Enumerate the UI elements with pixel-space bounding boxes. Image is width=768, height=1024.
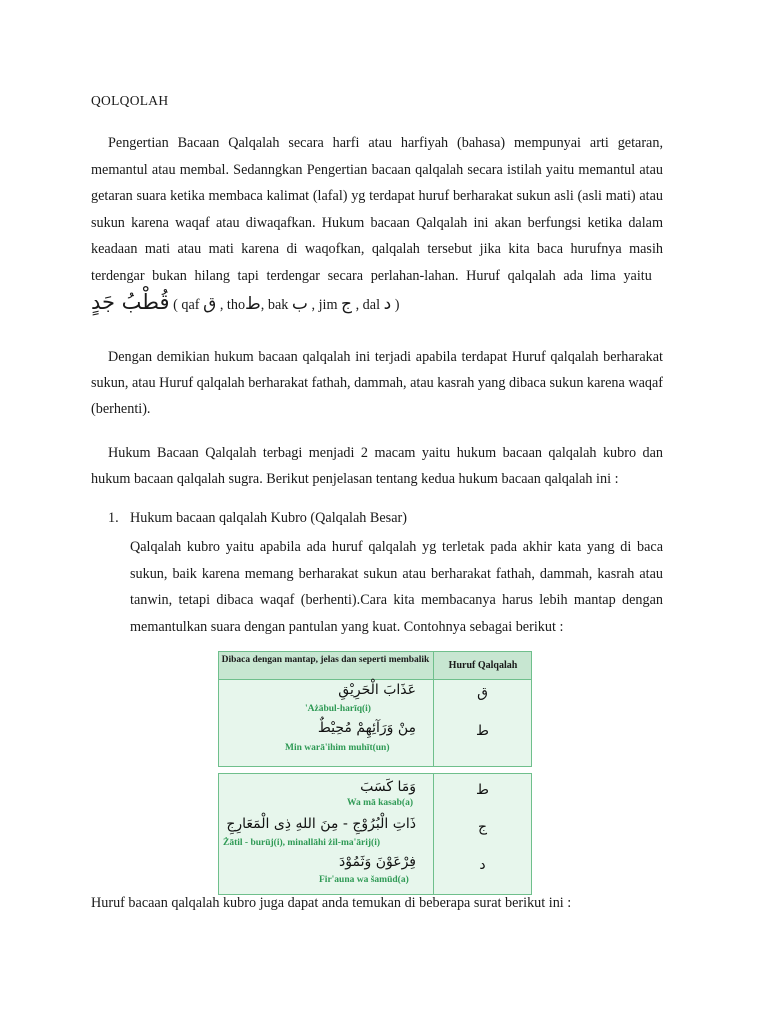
list-title: Hukum bacaan qalqalah Kubro (Qalqalah Besar): [130, 510, 407, 526]
table-row-arabic: عَذَابَ الْحَرِيْقِ: [338, 682, 416, 698]
table-row-letter: ق: [477, 685, 488, 701]
table-header-letter: Huruf Qalqalah: [433, 652, 532, 679]
footer-sentence: Huruf bacaan qalqalah kubro juga dapat anda temukan di beberapa surat berikut ini :: [91, 895, 572, 911]
example-table-2: [218, 773, 532, 895]
letter-bak: ب: [291, 294, 308, 314]
paragraph-types: Hukum Bacaan Qalqalah terbagi menjadi 2 macam yaitu hukum bacaan qalqalah kubro dan hukum bacaan qalqalah sugra. Berikut penjelasan tentang kedua hukum bacaan qalqalah ini :: [91, 445, 663, 487]
table-row-arabic: فِرْعَوْنَ وَثَمُوْدَ: [339, 854, 416, 870]
table-row-arabic: وَمَا كَسَبَ: [360, 779, 416, 795]
label-jim: , jim: [307, 297, 342, 313]
table-row-arabic: مِنْ وَرَآئِهِمْ مُحِيْطٌ: [317, 720, 416, 736]
table-row-latin: Fir'auna wa šamūd(a): [319, 875, 409, 885]
letter-qaf: ق: [203, 294, 217, 314]
label-bak: , bak: [260, 297, 292, 313]
table-row-letter: ج: [477, 819, 488, 835]
example-table-1: [218, 651, 532, 767]
table-row-letter: د: [479, 857, 486, 873]
list-body-kubro: Qalqalah kubro yaitu apabila ada huruf qalqalah yg terletak pada akhir kata yang di baca sukun, baik karena memang berharakat sukun atau berharakat fathah, dammah, kasrah atau tanwin, tetapi dibaca waqaf (berhenti).Cara kita membacanya harus lebih mantap dengan memantulkan suara dengan pantulan yang kuat. Contohnya sebagai berikut :: [130, 539, 663, 635]
paragraph-definition: [91, 130, 663, 319]
table-divider: [433, 652, 434, 766]
label-dal: , dal: [352, 297, 384, 313]
table-row-latin: Wa mā kasab(a): [347, 798, 413, 808]
letter-jim: ج: [341, 294, 353, 314]
close-paren: ): [391, 297, 400, 313]
table-row-latin: 'Ażābul-harīq(i): [305, 704, 371, 714]
list-number: 1.: [108, 510, 119, 526]
table-row-latin: Min warā'ihim muhīt(un): [285, 743, 390, 753]
arabic-qalqalah-letters: قُطْبُ جَدٍ: [91, 290, 170, 314]
table-row-letter: ط: [476, 723, 489, 739]
letter-tho: ط: [245, 294, 261, 314]
table-row-arabic: ذَاتِ الْبُرُوْجِ - مِنَ اللهِ ذِى الْمَعَارِجِ: [226, 816, 416, 832]
label-tho: , tho: [216, 297, 246, 313]
label-qaf: ( qaf: [169, 297, 204, 313]
paragraph-conditions: Dengan demikian hukum bacaan qalqalah ini terjadi apabila terdapat Huruf qalqalah berharakat sukun, atau Huruf qalqalah berharakat fathah, dammah, atau kasrah yang dibaca sukun karena waqaf (berhenti).: [91, 349, 663, 417]
page-title: QOLQOLAH: [91, 93, 169, 108]
table-header: [219, 652, 531, 680]
paragraph-definition-text: Pengertian Bacaan Qalqalah secara harfi atau harfiyah (bahasa) mempunyai arti getaran, memantul atau membal. Sedanngkan Pengertian bacaan qalqalah secara istilah yaitu memantul atau getaran suara ketika membaca kalimat (lafal) yg terdapat huruf berharakat sukun asli (asli mati) atau sukun karena waqaf atau diwaqafkan. Hukum bacaan Qalqalah ini akan berfungsi ketika dalam keadaan mati atau mati karena di waqofkan, qalqalah tersebut jika kita baca hurufnya masih terdengar bukan hilang tapi terdengar secara perlahan-lahan. Huruf qalqalah ada lima yaitu: [91, 135, 663, 284]
table-row-letter: ط: [476, 782, 489, 798]
letter-dal: د: [383, 294, 392, 314]
table-header-description: Dibaca dengan mantap, jelas dan seperti membalik: [221, 655, 430, 665]
table-row-latin: Żātil - burūj(i), minallāhi żil-ma'ārij(i): [223, 838, 381, 848]
